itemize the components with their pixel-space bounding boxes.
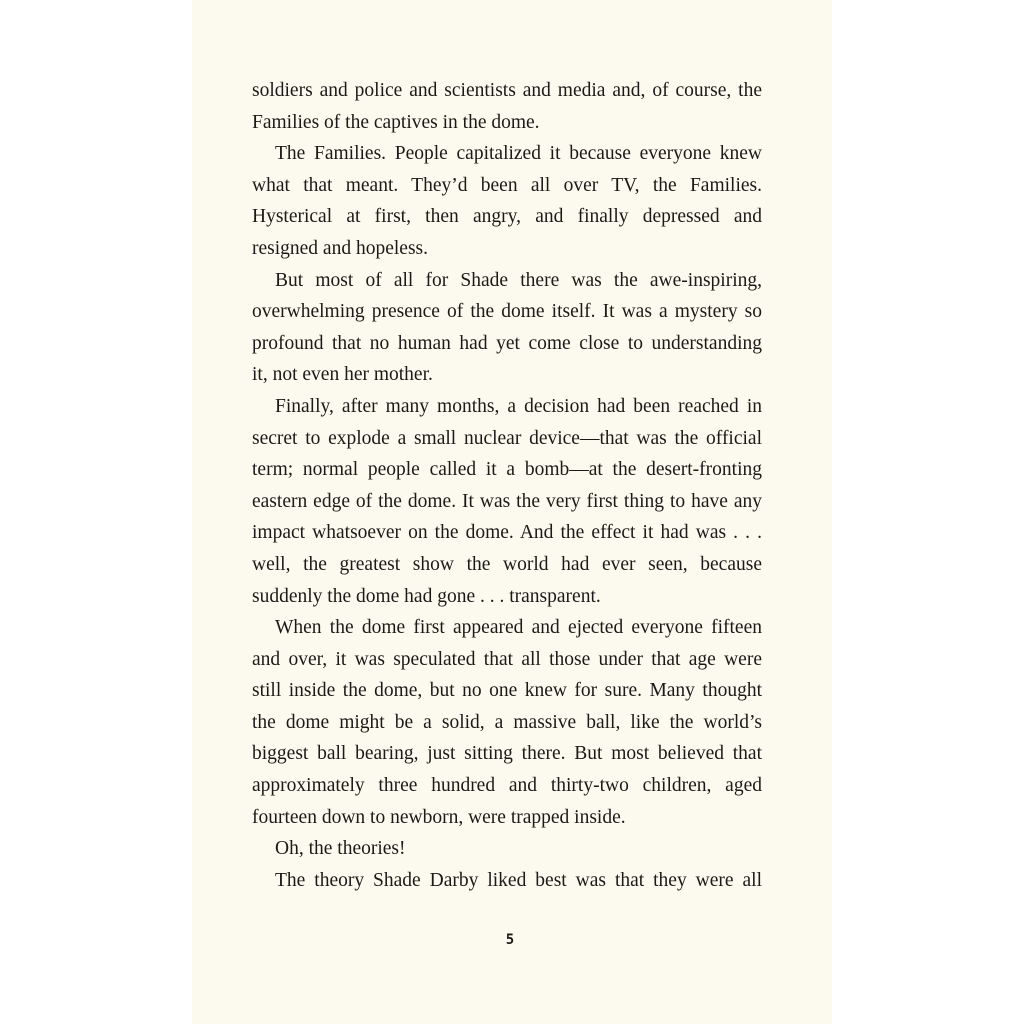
text-line: biggest ball bearing, just sitting there. But most believed that [252,743,762,765]
text-line: The theory Shade Darby liked best was that they were all [275,869,762,891]
text-line: suddenly the dome had gone . . . transparent. [252,585,601,607]
text-line: and over, it was speculated that all those under that age were [252,648,762,670]
text-line: overwhelming presence of the dome itself. It was a mystery so [252,301,762,323]
text-line: eastern edge of the dome. It was the very first thing to have any [252,490,762,512]
text-line: term; normal people called it a bomb—at the desert-fronting [252,459,762,481]
text-line: impact whatsoever on the dome. And the effect it had was . . . [252,522,762,544]
text-line: well, the greatest show the world had ever seen, because [252,553,762,575]
text-line: still inside the dome, but no one knew for sure. Many thought [252,680,762,702]
text-line: Oh, the theories! [275,838,406,860]
text-line: resigned and hopeless. [252,237,428,259]
text-line: But most of all for Shade there was the awe-inspiring, [275,269,762,291]
text-line: it, not even her mother. [252,364,433,386]
text-line: When the dome first appeared and ejected everyone fifteen [275,617,762,639]
text-line: approximately three hundred and thirty-two children, aged [252,775,762,797]
page-number: 5 [505,932,515,948]
text-line: what that meant. They’d been all over TV, the Families. [252,174,762,196]
text-line: The Families. People capitalized it because everyone knew [275,143,762,165]
text-line: Families of the captives in the dome. [252,111,540,133]
text-line: soldiers and police and scientists and media and, of course, the [252,80,762,101]
text-line: Hysterical at first, then angry, and finally depressed and [252,206,762,228]
body-text [252,78,762,899]
text-line: profound that no human had yet come close to understanding [252,332,762,354]
text-line: secret to explode a small nuclear device—that was the official [252,427,762,449]
text-line: the dome might be a solid, a massive ball, like the world’s [252,711,762,733]
text-line: Finally, after many months, a decision had been reached in [275,395,762,417]
text-line: fourteen down to newborn, were trapped inside. [252,806,626,828]
